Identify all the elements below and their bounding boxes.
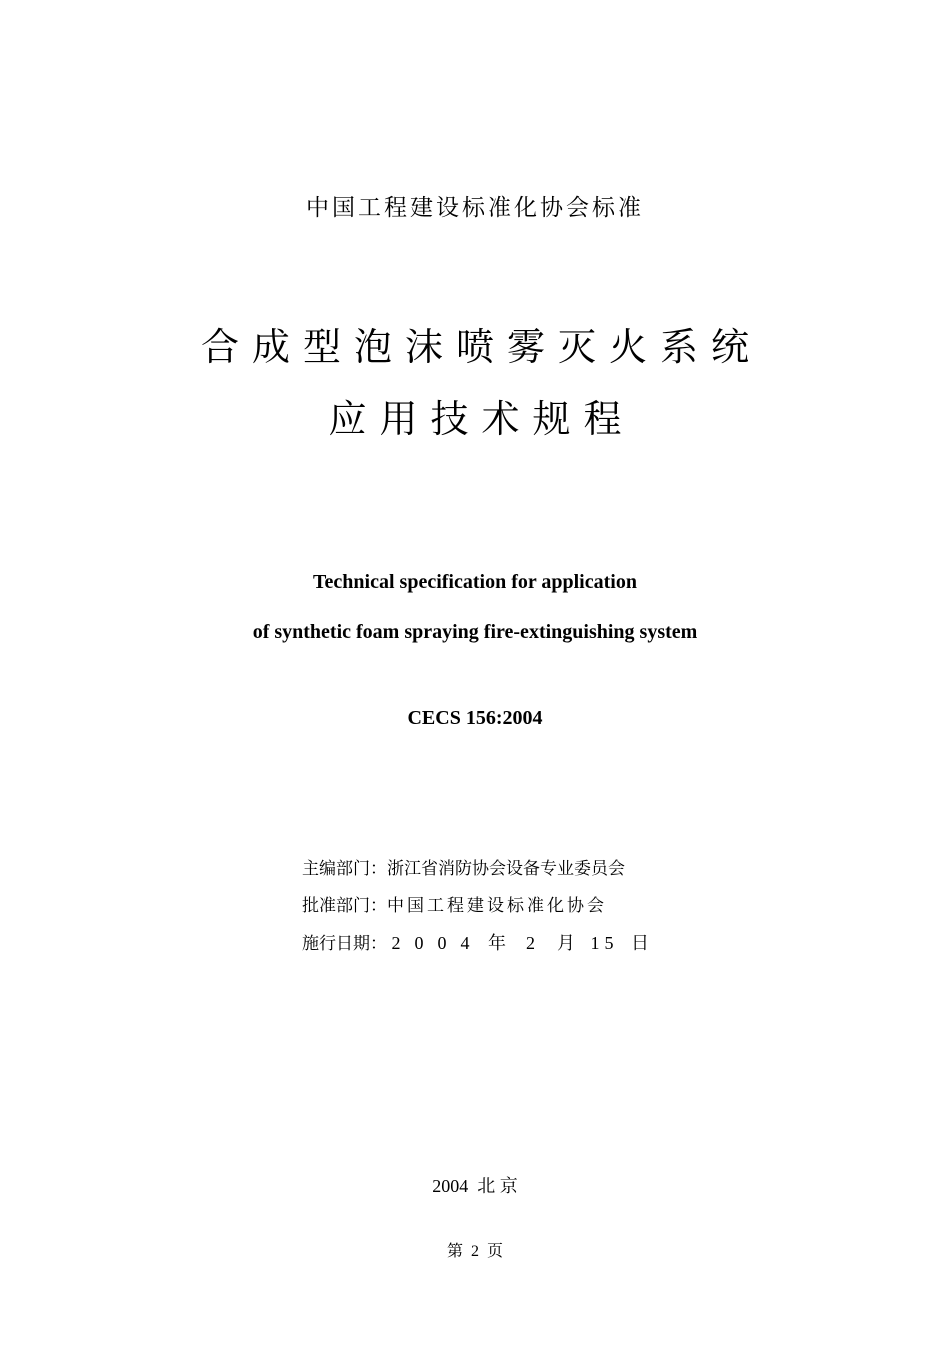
organization-header: 中国工程建设标准化协会标准 xyxy=(306,195,644,221)
effective-date-day-unit: 日 xyxy=(631,933,649,953)
document-title-line-1: 合成型泡沫喷雾灭火系统 xyxy=(200,325,762,369)
effective-date-month: 2 xyxy=(526,933,535,953)
effective-date-year: 2004 xyxy=(391,933,484,953)
page-number-line xyxy=(0,1241,950,1263)
english-title-line-2: of synthetic foam spraying fire-extinguishing system xyxy=(252,621,698,643)
standard-info-block xyxy=(302,858,722,969)
effective-date-row xyxy=(302,932,722,954)
effective-date-month-unit: 月 xyxy=(557,933,575,953)
editor-row xyxy=(302,858,722,880)
publication-line xyxy=(0,1174,950,1198)
approver-label: 批准部门： xyxy=(302,896,387,916)
page-number: 2 xyxy=(471,1243,479,1260)
document-title-line-2: 应用技术规程 xyxy=(328,397,635,441)
approver-value: 中国工程建设标准化协会 xyxy=(387,896,607,916)
english-title-line-1: Technical specification for application xyxy=(313,571,637,593)
page-prefix: 第 xyxy=(446,1243,463,1260)
effective-date-day: 15 xyxy=(590,933,619,953)
effective-date-value xyxy=(387,933,654,953)
editor-value: 浙江省消防协会设备专业委员会 xyxy=(387,859,625,879)
effective-date-label: 施行日期： xyxy=(302,934,387,954)
publication-year: 2004 xyxy=(432,1176,469,1196)
editor-label: 主编部门： xyxy=(302,859,387,879)
approver-row xyxy=(302,895,722,917)
page-suffix: 页 xyxy=(487,1243,504,1260)
effective-date-year-unit: 年 xyxy=(488,933,506,953)
standard-code: CECS 156:2004 xyxy=(407,707,543,729)
publication-city: 北 京 xyxy=(477,1176,518,1196)
